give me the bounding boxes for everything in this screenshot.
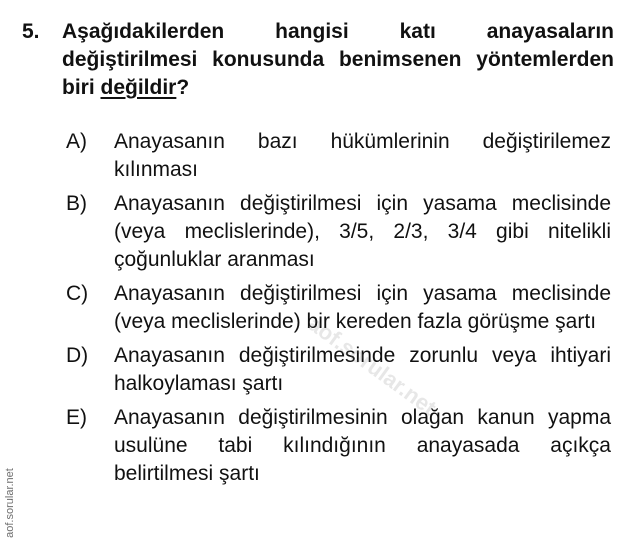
options-list [66, 128, 611, 494]
side-watermark: aof.sorular.net [4, 468, 16, 538]
option-e[interactable] [66, 404, 611, 488]
question-text-main: Aşağıdakilerden hangisi katı anayasaların değiştirilmesi konusunda benimsenen yöntemlerden biri [62, 20, 614, 99]
option-d[interactable] [66, 342, 611, 398]
question-number: 5. [22, 20, 40, 43]
option-letter: A) [66, 130, 87, 153]
option-c[interactable] [66, 280, 611, 336]
option-letter: D) [66, 344, 89, 367]
option-letter: C) [66, 282, 89, 305]
option-letter: B) [66, 192, 87, 215]
question [22, 18, 614, 102]
question-text [62, 18, 614, 102]
option-text: Anayasanın değiştirilmesi için yasama meclisinde (veya meclislerinde), 3/5, 2/3, 3/4 gibi nitelikli çoğunluklar aranması [114, 192, 611, 271]
question-row [22, 18, 614, 102]
option-text: Anayasanın bazı hükümlerinin değiştirilemez kılınması [114, 130, 611, 181]
option-letter: E) [66, 406, 87, 429]
center-watermark: aof.sorular.net [303, 310, 441, 421]
option-text: Anayasanın değiştirilmesinde zorunlu veya ihtiyari halkoylaması şartı [114, 344, 611, 395]
question-negation: değildir [100, 76, 177, 99]
question-mark: ? [176, 76, 190, 99]
option-text: Anayasanın değiştirilmesinin olağan kanun yapma usulüne tabi kılındığının anayasada açıkça belirtilmesi şartı [114, 406, 611, 485]
option-a[interactable] [66, 128, 611, 184]
option-b[interactable] [66, 190, 611, 274]
option-text: Anayasanın değiştirilmesi için yasama meclisinde (veya meclislerinde) bir kereden fazla görüşme şartı [114, 282, 611, 333]
